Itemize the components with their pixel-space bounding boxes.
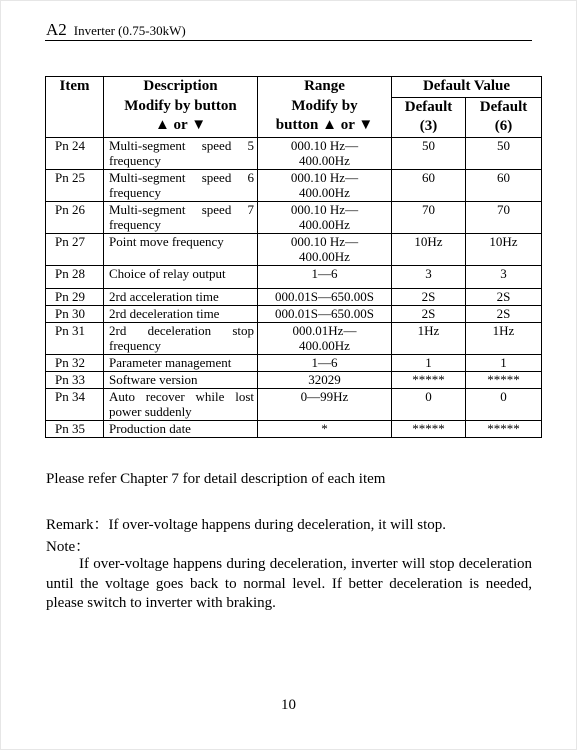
- cell-description: Production date: [104, 420, 258, 437]
- cell-default-6: 70: [466, 201, 542, 233]
- table-row: [46, 233, 542, 265]
- cell-item: Pn 33: [46, 371, 104, 388]
- cell-default-6: 2S: [466, 305, 542, 322]
- cell-default-3: 1: [392, 354, 466, 371]
- page-header: [46, 20, 186, 40]
- table-row: [46, 137, 542, 169]
- table-row: [46, 169, 542, 201]
- parameter-table: [45, 76, 542, 438]
- cell-default-3: 2S: [392, 288, 466, 305]
- cell-item: Pn 28: [46, 265, 104, 288]
- col-header-default-6: [466, 97, 542, 137]
- cell-item: Pn 35: [46, 420, 104, 437]
- cell-range: 1—6: [258, 265, 392, 288]
- up-arrow-icon: ▲: [322, 117, 337, 133]
- cell-description: Auto recover while lost power suddenly: [104, 388, 258, 420]
- cell-default-6: 2S: [466, 288, 542, 305]
- cell-range: 000.01Hz— 400.00Hz: [258, 322, 392, 354]
- table-header-row: [46, 77, 542, 98]
- model-subtitle: Inverter (0.75-30kW): [73, 23, 186, 38]
- cell-range: 000.10 Hz— 400.00Hz: [258, 169, 392, 201]
- page-number: 10: [281, 697, 296, 713]
- cell-default-6: 1Hz: [466, 322, 542, 354]
- col-header-range: [258, 77, 392, 138]
- cell-range: 000.01S—650.00S: [258, 288, 392, 305]
- header-rule: [45, 40, 532, 41]
- col-header-default-value: Default Value: [392, 77, 542, 98]
- cell-default-6: 60: [466, 169, 542, 201]
- table-row: [46, 265, 542, 288]
- description-header-line2: Modify by button: [124, 97, 237, 114]
- cell-default-3: 0: [392, 388, 466, 420]
- cell-item: Pn 25: [46, 169, 104, 201]
- cell-description: Software version: [104, 371, 258, 388]
- cell-item: Pn 27: [46, 233, 104, 265]
- cell-item: Pn 30: [46, 305, 104, 322]
- cell-default-6: 1: [466, 354, 542, 371]
- table-row: [46, 371, 542, 388]
- down-arrow-icon: ▼: [191, 117, 207, 133]
- refer-text: Please refer Chapter 7 for detail description of each item: [46, 471, 386, 487]
- cell-item: Pn 31: [46, 322, 104, 354]
- table-row: [46, 388, 542, 420]
- range-header-line2: Modify by: [291, 97, 358, 114]
- note-body: If over-voltage happens during deceleration, inverter will stop deceleration until the voltage goes back to normal level. If better deceleration is needed, please switch to inverter with braking.: [46, 556, 532, 611]
- table-row: [46, 420, 542, 437]
- default-label: Default: [479, 98, 528, 115]
- cell-default-6: *****: [466, 420, 542, 437]
- cell-item: Pn 32: [46, 354, 104, 371]
- cell-default-3: 50: [392, 137, 466, 169]
- default-6-label: (6): [494, 118, 513, 134]
- cell-default-6: *****: [466, 371, 542, 388]
- up-arrow-icon: ▲: [154, 117, 170, 133]
- cell-range: 000.10 Hz— 400.00Hz: [258, 137, 392, 169]
- note-label: Note：: [46, 539, 91, 555]
- remark-text: Remark：If over-voltage happens during deceleration, it will stop.: [46, 517, 446, 533]
- cell-range: 0—99Hz: [258, 388, 392, 420]
- col-header-default-3: [392, 97, 466, 137]
- cell-description: Point move frequency: [104, 233, 258, 265]
- cell-default-3: 1Hz: [392, 322, 466, 354]
- cell-description: 2rd deceleration stop frequency: [104, 322, 258, 354]
- cell-description: Choice of relay output: [104, 265, 258, 288]
- default-label: Default: [404, 98, 453, 115]
- cell-range: 1—6: [258, 354, 392, 371]
- cell-default-3: *****: [392, 371, 466, 388]
- cell-default-3: 70: [392, 201, 466, 233]
- table-row: [46, 322, 542, 354]
- cell-range: 000.10 Hz— 400.00Hz: [258, 201, 392, 233]
- col-header-item: Item: [46, 77, 104, 138]
- cell-default-6: 50: [466, 137, 542, 169]
- range-header-line3: [258, 116, 391, 136]
- cell-description: Multi-segment speed 7 frequency: [104, 201, 258, 233]
- cell-default-3: 60: [392, 169, 466, 201]
- range-header-line1: Range: [304, 78, 345, 94]
- cell-default-3: 10Hz: [392, 233, 466, 265]
- description-header-line3: [104, 116, 257, 136]
- cell-default-3: *****: [392, 420, 466, 437]
- cell-range: 32029: [258, 371, 392, 388]
- table-row: [46, 288, 542, 305]
- cell-default-6: 3: [466, 265, 542, 288]
- cell-description: Parameter management: [104, 354, 258, 371]
- cell-range: *: [258, 420, 392, 437]
- cell-default-3: 3: [392, 265, 466, 288]
- cell-item: Pn 26: [46, 201, 104, 233]
- cell-item: Pn 34: [46, 388, 104, 420]
- cell-default-3: 2S: [392, 305, 466, 322]
- cell-item: Pn 24: [46, 137, 104, 169]
- model-name: A2: [46, 20, 67, 39]
- cell-default-6: 10Hz: [466, 233, 542, 265]
- cell-range: 000.01S—650.00S: [258, 305, 392, 322]
- default-3-label: (3): [419, 118, 438, 134]
- cell-range: 000.10 Hz— 400.00Hz: [258, 233, 392, 265]
- cell-item: Pn 29: [46, 288, 104, 305]
- cell-default-6: 0: [466, 388, 542, 420]
- range-button-label: button: [275, 117, 319, 133]
- table-row: [46, 305, 542, 322]
- description-header-line1: Description: [143, 78, 218, 94]
- down-arrow-icon: ▼: [358, 117, 374, 133]
- cell-description: 2rd acceleration time: [104, 288, 258, 305]
- or-label: or: [340, 117, 355, 133]
- col-header-description: [104, 77, 258, 138]
- table-row: [46, 201, 542, 233]
- table-row: [46, 354, 542, 371]
- cell-description: 2rd deceleration time: [104, 305, 258, 322]
- cell-description: Multi-segment speed 5 frequency: [104, 137, 258, 169]
- cell-description: Multi-segment speed 6 frequency: [104, 169, 258, 201]
- or-label: or: [173, 117, 188, 133]
